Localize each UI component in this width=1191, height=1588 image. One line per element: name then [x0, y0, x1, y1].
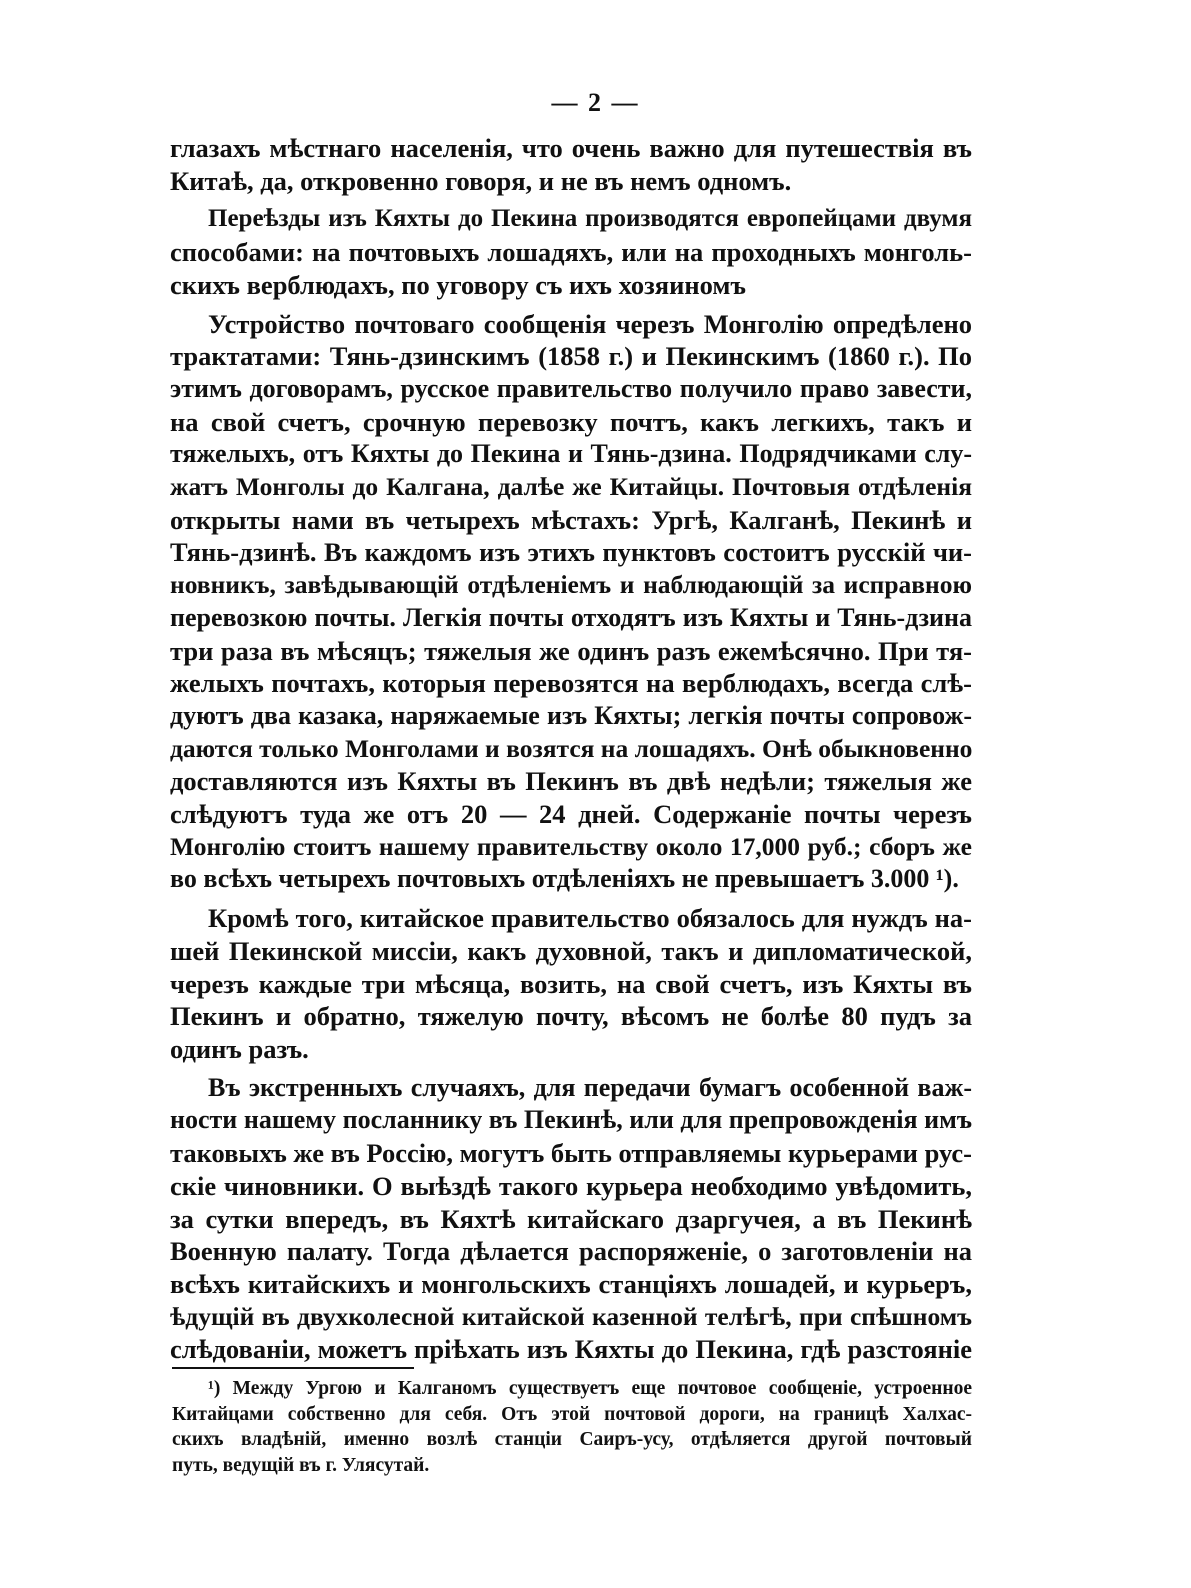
text-line: таковыхъ же въ Россію, могутъ быть отправляемы курьерами рус-: [170, 1138, 972, 1169]
text-line: Монголію стоитъ нашему правительству около 17,000 руб.; сборъ же: [170, 831, 972, 861]
text-line: всѣхъ китайскихъ и монгольскихъ станціяхъ лошадей, и курьеръ,: [170, 1268, 972, 1299]
page-number: — 2 —: [551, 88, 640, 117]
body-text: [170, 132, 972, 1372]
text-line: за сутки впередъ, въ Кяхтѣ китайскаго дзаргучея, а въ Пекинѣ: [170, 1203, 972, 1234]
paragraph: [170, 132, 972, 197]
text-line: скихъ верблюдахъ, по уговору съ ихъ хозяиномъ: [170, 269, 746, 300]
text-line: Пекинъ и обратно, тяжелую почту, вѣсомъ не болѣе 80 пудъ за: [170, 1001, 972, 1032]
text-line: Въ экстренныхъ случаяхъ, для передачи бумагъ особенной важ-: [208, 1072, 972, 1102]
text-line: три раза въ мѣсяцъ; тяжелыя же одинъ разъ ежемѣсячно. При тя-: [170, 635, 972, 666]
text-line: даются только Монголами и возятся на лошадяхъ. Онѣ обыкновенно: [170, 733, 973, 763]
text-line: открыты нами въ четырехъ мѣстахъ: Ургѣ, Калганѣ, Пекинѣ и: [170, 504, 972, 535]
footnote-line: Китайцами собственно для себя. Отъ этой почтовой дороги, на границѣ Халхас-: [172, 1403, 972, 1425]
footnote-line: ¹) Между Ургою и Калганомъ существуетъ еще почтовое сообщеніе, устроенное: [208, 1378, 972, 1399]
paragraph: [170, 902, 972, 1066]
text-line: дуютъ два казака, наряжаемые изъ Кяхты; легкія почты сопровож-: [170, 700, 972, 730]
paragraph: [170, 1072, 972, 1366]
text-line: ѣдущій въ двухколесной китайской казенной телѣгѣ, при спѣшномъ: [170, 1301, 972, 1331]
text-line: Устройство почтоваго сообщенія черезъ Монголію опредѣлено: [208, 308, 972, 339]
text-line: доставляются изъ Кяхты въ Пекинъ въ двѣ недѣли; тяжелыя же: [170, 766, 972, 797]
text-line: шей Пекинской миссіи, какъ духовной, такъ и дипломатической,: [170, 935, 972, 966]
text-line: ности нашему посланнику въ Пекинѣ, или для препровожденія имъ: [170, 1105, 972, 1135]
text-line: Тянь-дзинѣ. Въ каждомъ изъ этихъ пунктовъ состоитъ русскій чи-: [170, 537, 972, 568]
text-line: трактатами: Тянь-дзинскимъ (1858 г.) и Пекинскимъ (1860 г.). По: [170, 341, 972, 372]
text-line: новникъ, завѣдывающій отдѣленіемъ и наблюдающій за исправною: [170, 570, 972, 600]
text-line: одинъ разъ.: [170, 1033, 309, 1064]
footnote: [172, 1376, 972, 1478]
text-line: Военную палату. Тогда дѣлается распоряженіе, о заготовленіи на: [170, 1236, 972, 1267]
text-line: тяжелыхъ, отъ Кяхты до Пекина и Тянь-дзина. Подрядчиками слу-: [170, 439, 972, 469]
text-line: во всѣхъ четырехъ почтовыхъ отдѣленіяхъ не превышаетъ 3.000 ¹).: [170, 864, 959, 894]
footnote-line: путь, ведущій въ г. Улясутай.: [172, 1454, 430, 1476]
text-line: глазахъ мѣстнаго населенія, что очень важно для путешествія въ: [170, 133, 972, 163]
text-line: желыхъ почтахъ, которыя перевозятся на верблюдахъ, всегда слѣ-: [170, 668, 972, 699]
text-line: жатъ Монголы до Калгана, далѣе же Китайцы. Почтовыя отдѣленія: [170, 472, 972, 502]
paragraph: [170, 203, 972, 301]
text-line: черезъ каждые три мѣсяца, возить, на свой счетъ, изъ Кяхты въ: [170, 968, 972, 999]
paragraph: [170, 308, 972, 897]
text-line: Китаѣ, да, откровенно говоря, и не въ немъ одномъ.: [170, 165, 792, 196]
text-line: на свой счетъ, срочную перевозку почтъ, какъ легкихъ, такъ и: [170, 406, 972, 437]
text-line: этимъ договорамъ, русское правительство получило право завести,: [170, 373, 972, 403]
text-line: Кромѣ того, китайское правительство обязалось для нуждъ на-: [208, 903, 972, 934]
text-line: слѣдуютъ туда же отъ 20 — 24 дней. Содержаніе почты черезъ: [170, 799, 972, 830]
text-line: Переѣзды изъ Кяхты до Пекина производятся европейцами двумя: [208, 205, 972, 233]
text-line: способами: на почтовыхъ лошадяхъ, или на проходныхъ монголь-: [170, 237, 972, 268]
footnote-divider: [172, 1367, 414, 1369]
text-line: скіе чиновники. О выѣздѣ такого курьера необходимо увѣдомить,: [170, 1170, 972, 1201]
text-line: слѣдованіи, можетъ пріѣхать изъ Кяхты до Пекина, гдѣ разстояніе: [170, 1334, 972, 1365]
footnote-line: скихъ владѣній, именно возлѣ станціи Саиръ-усу, отдѣляется другой почтовый: [172, 1429, 972, 1450]
text-line: перевозкою почты. Легкія почты отходятъ изъ Кяхты и Тянь-дзина: [170, 602, 972, 632]
